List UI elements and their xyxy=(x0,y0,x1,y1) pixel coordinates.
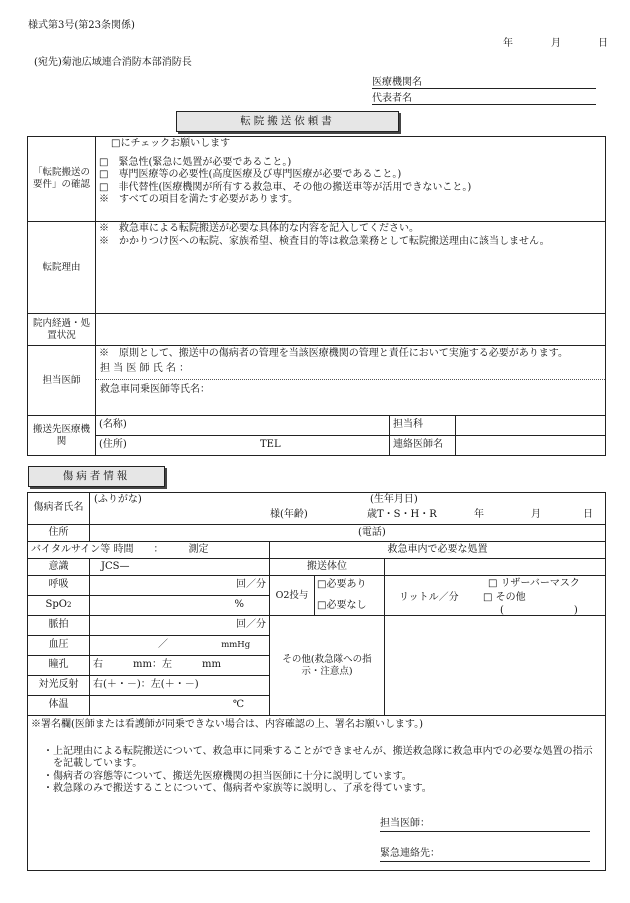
spo2-unit: % xyxy=(234,599,244,611)
destination-address[interactable] xyxy=(96,436,390,456)
sign-doctor-label: 担当医師： xyxy=(380,818,430,829)
o2-yes[interactable]: □必要あり xyxy=(317,579,367,590)
furigana-label: (ふりがな) xyxy=(94,494,142,505)
doctor-label: 担当医師 xyxy=(28,346,96,416)
request-table xyxy=(27,136,606,456)
pupil-field[interactable]: 右 mm：左 mm xyxy=(90,656,270,676)
position-label: 搬送体位 xyxy=(270,559,385,576)
mask-option[interactable]: □ リザーバーマスク xyxy=(488,578,580,589)
light-label: 対光反射 xyxy=(28,676,90,696)
birth-label: (生年月日) xyxy=(370,494,418,505)
req-irreplaceable[interactable]: □ 非代替性(医療機関が所有する救急車、その他の搬送車等が活用できないこと。) xyxy=(99,181,472,193)
destination-dept-field[interactable] xyxy=(456,416,606,436)
requirements-header: □にチェックお願いします xyxy=(111,138,231,149)
birth-day: 日 xyxy=(583,509,593,520)
pupil-label: 瞳孔 xyxy=(28,656,90,676)
doctor-name-label[interactable]: 担 当 医 師 氏 名 ： xyxy=(100,362,190,374)
resp-field[interactable] xyxy=(90,576,270,596)
position-field[interactable] xyxy=(385,559,606,576)
patient-name-label: 傷病者氏名 xyxy=(28,493,90,525)
jcs-field[interactable] xyxy=(90,559,270,576)
destination-address-label: (住所) xyxy=(99,439,127,451)
bp-field[interactable] xyxy=(90,636,270,656)
pulse-field[interactable] xyxy=(90,616,270,636)
req-urgency[interactable]: □ 緊急性(緊急に処置が必要であること。) xyxy=(99,156,292,168)
course-field[interactable] xyxy=(96,314,606,346)
temp-unit: ℃ xyxy=(232,699,244,711)
req-note: ※ すべての項目を満たす必要があります。 xyxy=(99,194,298,205)
requirements-cell xyxy=(96,137,606,222)
litre-label[interactable]: リットル／分 xyxy=(399,592,459,603)
temp-field[interactable] xyxy=(90,696,270,716)
patient-table xyxy=(27,492,606,871)
reason-label: 転院理由 xyxy=(28,222,96,314)
form-title: 転院搬送依頼書 xyxy=(176,111,399,132)
destination-contact-label: 連絡医師名 xyxy=(390,436,456,456)
addressee: (宛先)菊池広域連合消防本部消防長 xyxy=(34,57,192,68)
destination-dept-label: 担当科 xyxy=(390,416,456,436)
bp-unit: mmHg xyxy=(221,640,251,651)
date-day: 日 xyxy=(598,38,608,49)
address-label: 住所 xyxy=(28,525,90,542)
patient-info-title: 傷病者情報 xyxy=(28,466,165,487)
resp-label: 呼吸 xyxy=(28,576,90,596)
era-label: 歳T・S・H・R xyxy=(367,509,437,520)
destination-label: 搬送先医療機関 xyxy=(28,416,96,456)
sama-age: 様(年齢) xyxy=(270,509,308,520)
signature-header: ※署名欄(医師または看護師が同乗できない場合は、内容確認の上、署名お願いします。) xyxy=(31,719,424,730)
temp-label: 体温 xyxy=(28,696,90,716)
course-label: 院内経過・処置状況 xyxy=(28,314,96,346)
o2-detail xyxy=(385,576,606,616)
destination-contact-field[interactable] xyxy=(456,436,606,456)
o2-choice xyxy=(315,576,385,616)
sign-emergency-line[interactable] xyxy=(380,861,590,862)
signature-section xyxy=(28,716,606,871)
date-month: 月 xyxy=(551,38,561,49)
consciousness-label: 意識 xyxy=(28,559,90,576)
other-option[interactable]: □ その他 xyxy=(483,592,526,603)
birth-year: 年 xyxy=(474,509,484,520)
resp-unit: 回／分 xyxy=(236,579,266,591)
req-specialty[interactable]: □ 専門医療等の必要性(高度医療及び専門医療が必要であること。) xyxy=(99,169,402,180)
phone-label: (電話) xyxy=(358,526,386,538)
vitals-header: バイタルサイン等 時間 ： 測定 xyxy=(28,542,270,559)
escort-label[interactable]: 救急車同乗医師等氏名： xyxy=(96,379,605,399)
reason-cell[interactable] xyxy=(96,222,606,314)
reason-note-1: ※ 救急車による転院搬送が必要な具体的な内容を記入してください。 xyxy=(99,223,419,234)
pulse-label: 脈拍 xyxy=(28,616,90,636)
o2-no[interactable]: □必要なし xyxy=(317,599,367,611)
destination-tel-label: TEL xyxy=(260,439,281,451)
bp-label: 血圧 xyxy=(28,636,90,656)
pulse-unit: 回／分 xyxy=(236,619,266,631)
date-year: 年 xyxy=(503,38,513,49)
needed-header: 救急車内で必要な処置 xyxy=(270,542,606,559)
signature-bullet-2: ・傷病者の容態等について、搬送先医療機関の担当医師に十分に説明しています。 xyxy=(43,770,412,782)
destination-name[interactable]: (名称) xyxy=(96,416,390,436)
other-paren[interactable]: ( ) xyxy=(500,605,578,616)
other-instructions-field[interactable] xyxy=(385,616,606,716)
patient-name-cell[interactable] xyxy=(90,493,606,525)
address-field[interactable] xyxy=(90,525,606,542)
light-field[interactable]: 右(＋・－)：左(＋・－) xyxy=(90,676,270,696)
representative-line[interactable] xyxy=(372,104,596,105)
reason-note-2: ※ かかりつけ医への転院、家族希望、検査目的等は救急業務として転院搬送理由に該当しません。 xyxy=(99,235,550,247)
birth-month: 月 xyxy=(531,509,541,520)
jcs-label: JCS— xyxy=(101,560,130,572)
sign-emergency-label: 緊急連絡先： xyxy=(380,848,440,859)
o2-label: O2投与 xyxy=(270,576,315,616)
sign-doctor-line[interactable] xyxy=(380,831,590,832)
requirements-label: 「転院搬送の要件」の確認 xyxy=(28,137,96,222)
spo2-field[interactable] xyxy=(90,596,270,616)
signature-bullet-3: ・救急隊のみで搬送することについて、傷病者や家族等に説明し、了承を得ています。 xyxy=(43,783,432,794)
doctor-note: ※ 原則として、搬送中の傷病者の管理を当該医療機関の管理と責任において実施する必要があります。 xyxy=(99,348,568,359)
doctor-cell xyxy=(96,346,606,416)
signature-bullet-1: ・上記理由による転院搬送について、救急車に同乗することができませんが、搬送救急隊に救急車内での必要な処置の指示を記載しています。 xyxy=(43,745,593,769)
representative-label: 代表者名 xyxy=(372,93,412,104)
institution-line[interactable] xyxy=(372,88,596,89)
spo2-label: SpO2 xyxy=(28,596,90,616)
other-instructions-label: その他(救急隊への指示・注意点) xyxy=(270,616,385,716)
bp-slash: ／ xyxy=(158,639,168,651)
form-number: 様式第3号(第23条関係) xyxy=(28,20,135,31)
institution-label: 医療機関名 xyxy=(372,77,422,88)
